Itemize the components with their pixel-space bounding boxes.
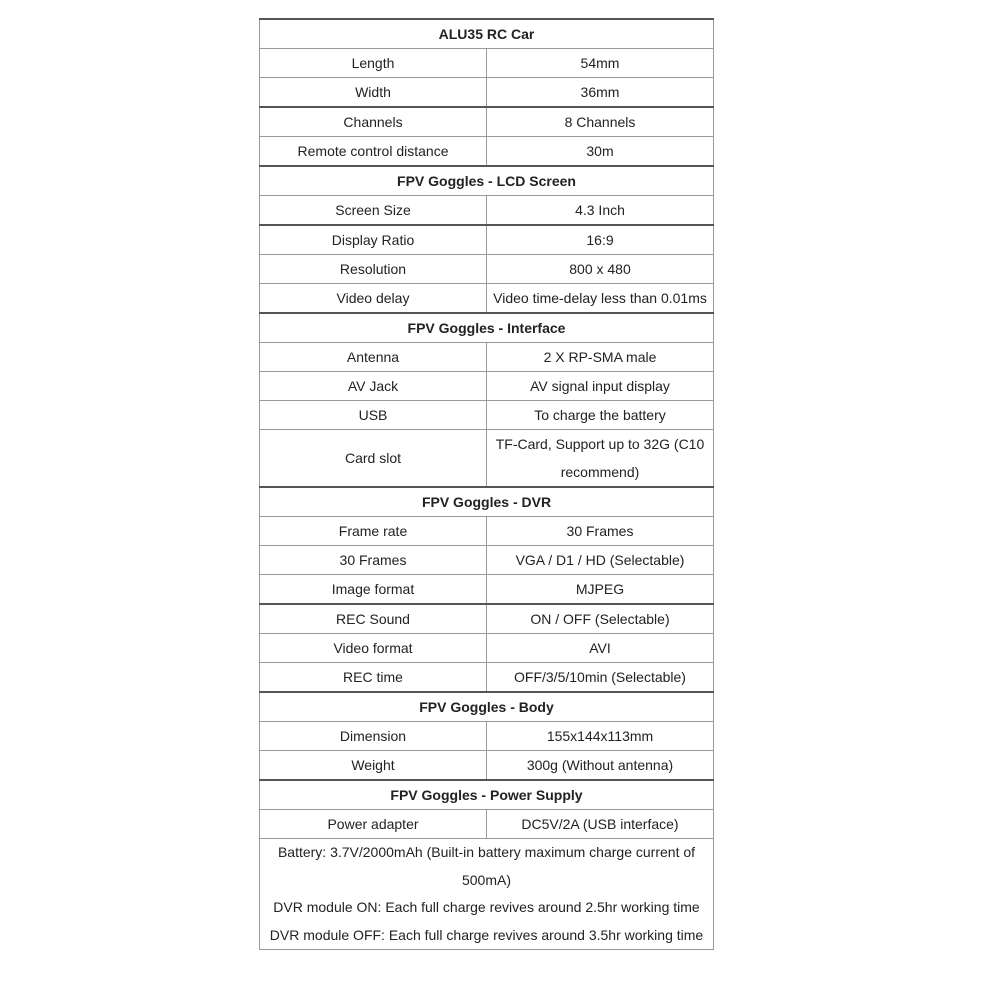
section-header-power bbox=[260, 780, 714, 810]
table-row bbox=[260, 751, 714, 781]
section-header-lcd bbox=[260, 166, 714, 196]
row-value: 36mm bbox=[487, 78, 714, 108]
table-row bbox=[260, 430, 714, 488]
section-heading: FPV Goggles - LCD Screen bbox=[260, 166, 714, 196]
row-value: 4.3 Inch bbox=[487, 196, 714, 226]
row-value: ON / OFF (Selectable) bbox=[487, 604, 714, 634]
row-label: Width bbox=[260, 78, 487, 108]
table-row bbox=[260, 722, 714, 751]
spec-table bbox=[259, 18, 714, 950]
section-header-car bbox=[260, 19, 714, 49]
section-heading: FPV Goggles - DVR bbox=[260, 487, 714, 517]
row-label: Channels bbox=[260, 107, 487, 137]
row-label: USB bbox=[260, 401, 487, 430]
row-value: TF-Card, Support up to 32G (C10 recommend) bbox=[487, 430, 714, 488]
row-label: Dimension bbox=[260, 722, 487, 751]
table-row bbox=[260, 604, 714, 634]
section-header-interface bbox=[260, 313, 714, 343]
power-notes bbox=[260, 839, 714, 950]
row-label: Resolution bbox=[260, 255, 487, 284]
table-row bbox=[260, 401, 714, 430]
row-value: VGA / D1 / HD (Selectable) bbox=[487, 546, 714, 575]
power-notes-row bbox=[260, 839, 714, 950]
row-label: Power adapter bbox=[260, 810, 487, 839]
row-label: Card slot bbox=[260, 430, 487, 488]
row-value: To charge the battery bbox=[487, 401, 714, 430]
table-row bbox=[260, 372, 714, 401]
table-row bbox=[260, 49, 714, 78]
table-row bbox=[260, 810, 714, 839]
row-label: REC Sound bbox=[260, 604, 487, 634]
row-label: Video format bbox=[260, 634, 487, 663]
row-label: AV Jack bbox=[260, 372, 487, 401]
row-value: AVI bbox=[487, 634, 714, 663]
row-value: 2 X RP-SMA male bbox=[487, 343, 714, 372]
section-header-body bbox=[260, 692, 714, 722]
row-label: Length bbox=[260, 49, 487, 78]
row-label: 30 Frames bbox=[260, 546, 487, 575]
table-row bbox=[260, 255, 714, 284]
row-label: Display Ratio bbox=[260, 225, 487, 255]
row-value: 30m bbox=[487, 137, 714, 167]
row-value: AV signal input display bbox=[487, 372, 714, 401]
section-heading: FPV Goggles - Power Supply bbox=[260, 780, 714, 810]
row-label: Weight bbox=[260, 751, 487, 781]
row-label: Antenna bbox=[260, 343, 487, 372]
row-value: 30 Frames bbox=[487, 517, 714, 546]
section-heading: FPV Goggles - Body bbox=[260, 692, 714, 722]
note-dvr-on: DVR module ON: Each full charge revives around 2.5hr working time bbox=[273, 899, 700, 916]
row-value: 16:9 bbox=[487, 225, 714, 255]
table-row bbox=[260, 284, 714, 314]
section-heading: FPV Goggles - Interface bbox=[260, 313, 714, 343]
row-value: OFF/3/5/10min (Selectable) bbox=[487, 663, 714, 693]
table-row bbox=[260, 225, 714, 255]
row-label: REC time bbox=[260, 663, 487, 693]
row-label: Video delay bbox=[260, 284, 487, 314]
table-row bbox=[260, 196, 714, 226]
table-row bbox=[260, 343, 714, 372]
table-row bbox=[260, 107, 714, 137]
row-value: 8 Channels bbox=[487, 107, 714, 137]
note-battery: Battery: 3.7V/2000mAh (Built-in battery maximum charge current of 500mA) bbox=[277, 844, 696, 888]
table-row bbox=[260, 546, 714, 575]
note-dvr-off: DVR module OFF: Each full charge revives around 3.5hr working time bbox=[269, 926, 704, 943]
table-title: ALU35 RC Car bbox=[260, 19, 714, 49]
row-value: 800 x 480 bbox=[487, 255, 714, 284]
table-row bbox=[260, 575, 714, 605]
row-value: 300g (Without antenna) bbox=[487, 751, 714, 781]
table-row bbox=[260, 663, 714, 693]
row-value: Video time-delay less than 0.01ms bbox=[487, 284, 714, 314]
table-row bbox=[260, 78, 714, 108]
row-label: Frame rate bbox=[260, 517, 487, 546]
row-label: Image format bbox=[260, 575, 487, 605]
row-value: MJPEG bbox=[487, 575, 714, 605]
table-row bbox=[260, 634, 714, 663]
table-row bbox=[260, 137, 714, 167]
row-value: 155x144x113mm bbox=[487, 722, 714, 751]
row-label: Screen Size bbox=[260, 196, 487, 226]
section-header-dvr bbox=[260, 487, 714, 517]
row-value: DC5V/2A (USB interface) bbox=[487, 810, 714, 839]
row-value: 54mm bbox=[487, 49, 714, 78]
row-label: Remote control distance bbox=[260, 137, 487, 167]
table-row bbox=[260, 517, 714, 546]
